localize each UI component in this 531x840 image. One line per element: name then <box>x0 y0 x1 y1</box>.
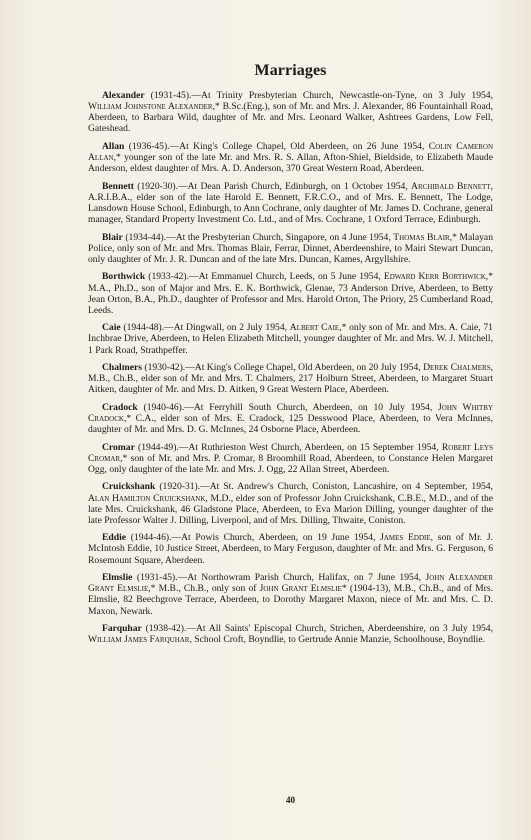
marriage-entry <box>88 322 493 355</box>
entry-text: * only son of Mr. and Mrs. A. Caie, 71 Inchbrae Drive, Aberdeen, to Helen Elizabeth Mitchell, younger daughter of Mr. and Mrs. W. J. Mitchell, 1 Park Road, Strathpeffer. <box>88 322 493 356</box>
person-name: Edward Kerr Borthwick, <box>383 271 489 283</box>
marriage-entry <box>88 572 493 617</box>
entry-text: (1920-30).—At Dean Parish Church, Edinburgh, on 1 October 1954, <box>133 180 412 192</box>
entry-surname: Farquhar <box>102 622 142 634</box>
marriage-entry <box>88 232 493 265</box>
marriage-entry <box>88 402 493 435</box>
entry-text: (1931-45).—At Northowram Parish Church, Halifax, on 7 June 1954, <box>132 572 426 584</box>
entry-text: (1944-49).—At Ruthrieston West Church, Aberdeen, on 15 September 1954, <box>134 441 442 453</box>
marriage-entry <box>88 362 493 395</box>
person-name: William James Farquhar, <box>88 634 192 646</box>
marriage-entry <box>88 181 493 226</box>
person-name: Colin Cameron Allan, <box>88 140 494 164</box>
marriage-entry <box>88 271 493 316</box>
marriage-entry <box>88 141 493 174</box>
entry-text: (1938-42).—At All Saints' Episcopal Church, Strichen, Aberdeenshire, on 3 July 1954, <box>141 622 493 634</box>
person-name: Robert Leys Cromar, <box>88 441 494 464</box>
entry-text: (1933-42).—At Emmanuel Church, Leeds, on 5 June 1954, <box>145 271 384 283</box>
entry-surname: Allan <box>102 140 125 152</box>
entry-surname: Cruickshank <box>102 481 156 493</box>
entry-text: M.D., elder son of Professor John Cruickshank, C.B.E., M.D., and of the late Mrs. Cruickshank, 46 Gladstone Place, Aberdeen, to Eva Marion Dilling, younger daughter of the late Professor Walter J. Dilling, Liverpool, and of Mrs. Dilling, Thwaite, Coniston. <box>88 492 494 526</box>
entry-surname: Alexander <box>102 90 145 101</box>
entry-surname: Chalmers <box>102 362 142 374</box>
entry-text: M.B., Ch.B., elder son of Mr. and Mrs. T. Chalmers, 217 Holburn Street, Aberdeen, to Margaret Stuart Aitken, daughter of Mr. and Mrs. D. Aitken, 9 Great Western Place, Aberdeen. <box>88 373 493 396</box>
page-title: Marriages <box>254 62 327 79</box>
entry-text: * Malayan Police, only son of Mr. and Mrs. Thomas Blair, Ferrar, Dinnet, Aberdeenshire, to Mairi Stewart Duncan, only daughter of Mr. J. R. Duncan and of the late Mrs. Duncan, Kames, Argyllshire. <box>88 231 493 265</box>
entry-text: (1920-31).—At St. Andrew's Church, Coniston, Lancashire, on 4 September, 1954, <box>155 481 493 493</box>
entry-text: * M.B., Ch.B., only son of <box>150 583 260 595</box>
person-name: John Whitby Cradock, <box>88 401 493 424</box>
entry-text: (1931-45).—At Trinity Presbyterian Church, Newcastle-on-Tyne, on 3 July 1954, <box>144 90 493 101</box>
person-name: John Alexander Grant Elmslie, <box>88 572 493 595</box>
page-number: 40 <box>286 795 295 805</box>
person-name: William Johnstone Alexander, <box>88 101 215 113</box>
marriage-entry <box>88 90 493 135</box>
entry-text: (1936-45).—At King's College Chapel, Old Aberdeen, on 26 June 1954, <box>124 140 429 152</box>
person-name: John Grant Elmslie <box>259 583 342 595</box>
entry-text: son of Mr. J. McIntosh Eddie, 10 Justice Street, Aberdeen, to Mary Ferguson, daughter of Mr. and Mrs. G. Ferguson, 6 Rosemount Square, Aberdeen. <box>88 532 493 566</box>
entry-text: * M.A., Ph.D., son of Major and Mrs. E. K. Borthwick, Glenae, 73 Anderson Drive, Aberdeen, to Betty Jean Orton, B.A., Ph.D., daughter of Professor and Mrs. Harold Orton, The Priory, 25 Cumberland Road, Leeds. <box>88 271 494 316</box>
entry-surname: Bennett <box>102 180 134 192</box>
marriage-entry <box>88 623 493 645</box>
person-name: Derek Chalmers, <box>423 362 493 374</box>
person-name: Thomas Blair, <box>393 231 453 243</box>
entry-surname: Cradock <box>102 401 138 413</box>
entry-surname: Eddie <box>102 532 126 544</box>
entry-text: (1940-46).—At Ferryhill South Church, Aberdeen, on 10 July 1954, <box>137 401 439 413</box>
entry-text: * son of Mr. and Mrs. P. Cromar, 8 Broomhill Road, Aberdeen, to Constance Helen Margaret Ogg, only daughter of the late Mr. and Mrs. J. Ogg, 22 Allan Street, Aberdeen. <box>88 452 493 475</box>
person-name: Alan Hamilton Cruickshank, <box>88 492 208 504</box>
entry-text: (1944-46).—At Powis Church, Aberdeen, on 19 June 1954, <box>126 532 381 544</box>
marriage-entry <box>88 481 493 526</box>
entry-text: * B.Sc.(Eng.), son of Mr. and Mrs. J. Alexander, 86 Fountainhall Road, Aberdeen, to Barbara Wild, daughter of Mr. and Mrs. Leonard Walker, Ashtrees Gardens, Low Fell, Gateshead. <box>88 101 493 135</box>
entry-text: * (1904-13), M.B., Ch.B., and of Mrs. Elmslie, 82 Beechgrove Terrace, Aberdeen, to Dorothy Margaret Maxon, niece of Mr. and Mrs. C. D. Maxon, Newark. <box>88 583 493 617</box>
entry-text: School Croft, Boyndlie, to Gertrude Annie Manzie, Schoolhouse, Boyndlie. <box>191 634 485 646</box>
marriage-list <box>88 90 493 645</box>
entry-surname: Caie <box>102 322 121 334</box>
entry-text: A.R.I.B.A., elder son of the late Harold E. Bennett, F.R.C.O., and of Mrs. E. Bennett, The Lodge, Lansdown House School, Edinburgh, to Ann Cochrane, only daughter of Mr. James D. Cochrane, general manager, Standard Property Investment Co. Ltd., and of Mrs. Cochrane, 1 Oxford Terrace, Edinburgh. <box>88 191 493 226</box>
entry-text: * younger son of the late Mr. and Mrs. R. S. Allan, Afton-Shiel, Bieldside, to Elizabeth Maude Anderson, eldest daughter of Mrs. A. D. Anderson, 370 Great Western Road, Aberdeen. <box>88 152 493 175</box>
person-name: Albert Caie, <box>289 322 342 334</box>
entry-text: (1934-44).—At the Presbyterian Church, Singapore, on 4 June 1954, <box>122 231 394 243</box>
entry-surname: Borthwick <box>102 271 146 283</box>
marriage-entry <box>88 442 493 475</box>
entry-text: * C.A., elder son of Mrs. E. Cradock, 125 Desswood Place, Aberdeen, to Vera McInnes, daughter of Mr. and Mrs. D. G. McInnes, 24 Osborne Place, Aberdeen. <box>88 412 493 436</box>
entry-text: (1930-42).—At King's College Chapel, Old Aberdeen, on 20 July 1954, <box>141 362 424 374</box>
entry-surname: Blair <box>102 231 123 243</box>
entry-surname: Elmslie <box>102 572 133 584</box>
entry-surname: Cromar <box>102 441 135 453</box>
person-name: Archibald Bennett, <box>411 180 493 192</box>
marriage-entry <box>88 532 493 565</box>
entry-text: (1944-48).—At Dingwall, on 2 July 1954, <box>120 322 290 334</box>
person-name: James Eddie, <box>380 532 434 544</box>
